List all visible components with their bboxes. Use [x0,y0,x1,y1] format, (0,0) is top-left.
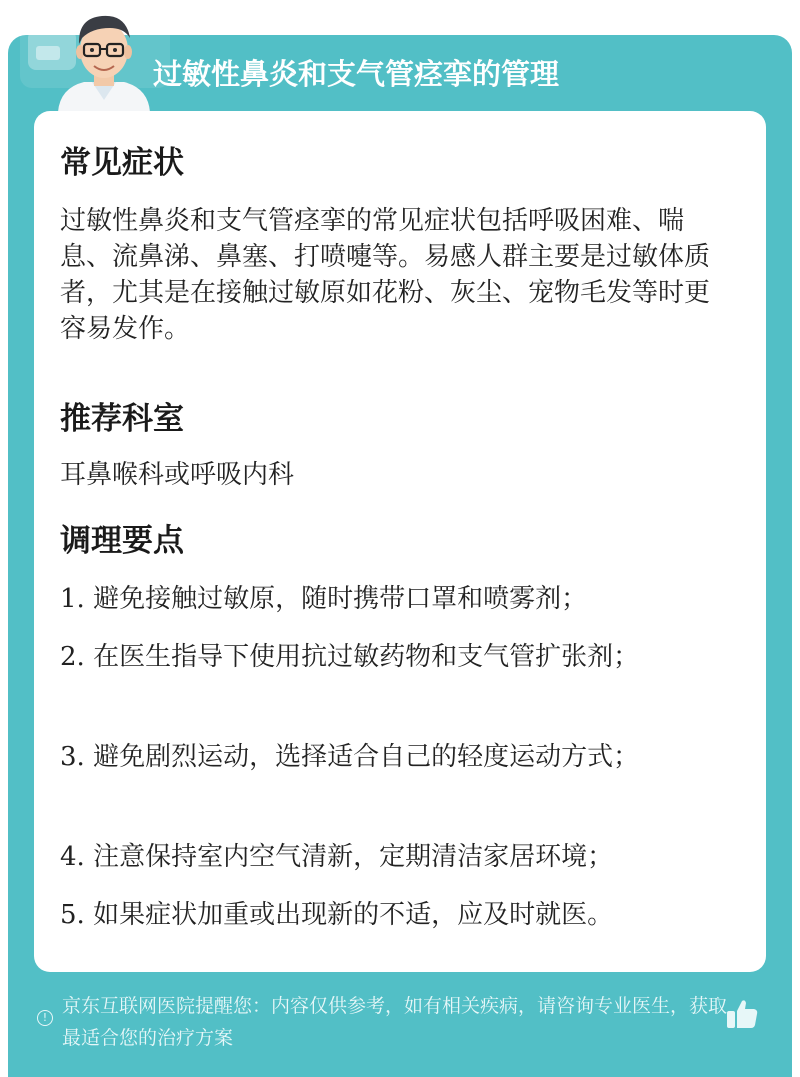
list-item-text: 在医生指导下使用抗过敏药物和支气管扩张剂； [93,642,640,672]
list-item [60,837,730,877]
list-item-number: 3. [60,742,85,772]
list-item-text: 注意保持室内空气清新，定期清洁家居环境； [93,842,614,872]
list-item [60,737,730,777]
disclaimer-text: 京东互联网医院提醒您：内容仅供参考，如有相关疾病，请咨询专业医生，获取最适合您的治疗方案 [62,995,728,1049]
list-item-number: 1. [60,584,85,614]
list-item-number: 5. [60,900,85,930]
department-text: 耳鼻喉科或呼吸内科 [60,460,295,490]
page-title: 过敏性鼻炎和支气管痉挛的管理 [153,57,560,91]
thumbs-up-icon[interactable] [724,996,760,1032]
list-item-text: 避免接触过敏原，随时携带口罩和喷雾剂； [93,584,588,614]
list-item-number: 4. [60,842,85,872]
section-heading-care-tips: 调理要点 [60,523,184,559]
list-item-number: 2. [60,642,85,672]
list-item-text: 如果症状加重或出现新的不适，应及时就医。 [93,900,614,930]
info-icon: ! [37,1010,53,1026]
list-item-text: 避免剧烈运动，选择适合自己的轻度运动方式； [93,742,640,772]
section-heading-department: 推荐科室 [60,401,184,437]
content-card [34,111,766,972]
doctor-avatar [44,4,164,112]
section-heading-symptoms: 常见症状 [60,145,184,181]
symptoms-text: 过敏性鼻炎和支气管痉挛的常见症状包括呼吸困难、喘息、流鼻涕、鼻塞、打喷嚏等。易感人群主要是过敏体质者，尤其是在接触过敏原如花粉、灰尘、宠物毛发等时更容易发作。 [60,206,711,344]
list-item [60,579,730,619]
list-item [60,895,730,935]
list-item [60,637,730,677]
